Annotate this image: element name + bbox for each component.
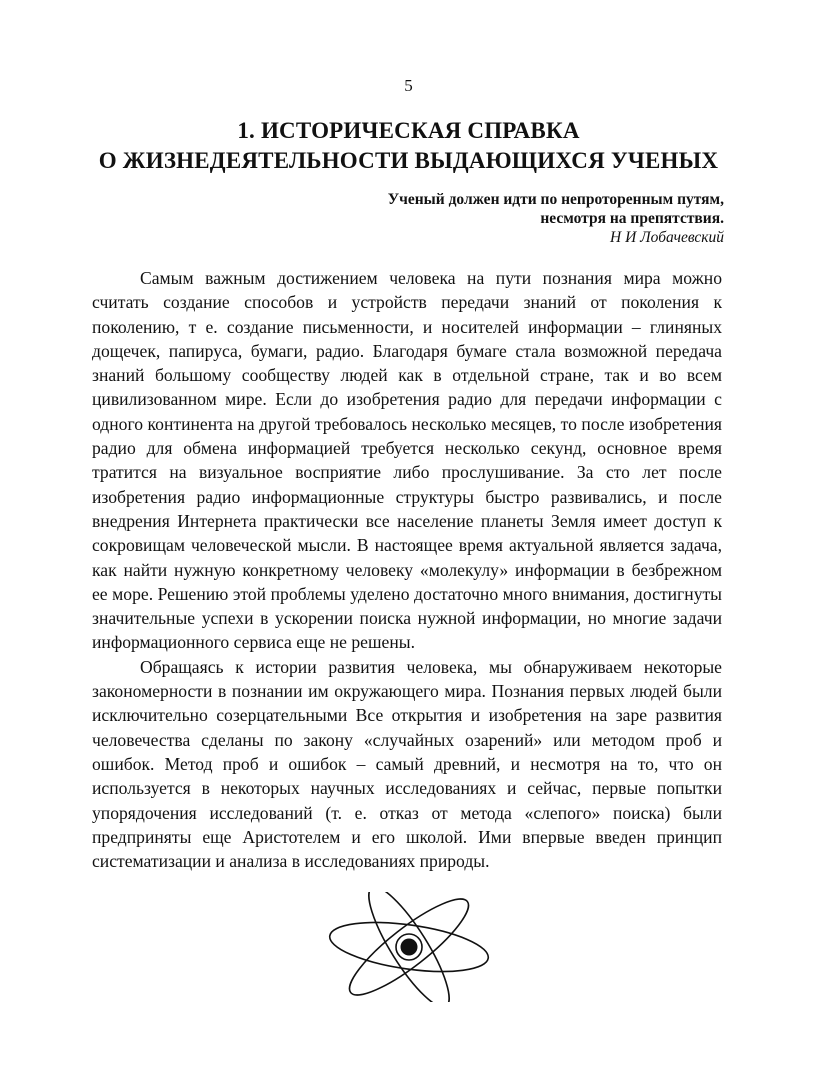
paragraph-1: Самым важным достижением человека на пути познания мира можно считать создание способов и устройств передачи знаний от поколения к поколению, т е. создание письменности, и носителей информации – глиняных дощечек, папируса, бумаги, радио. Благодаря бумаге стала возможной передача знаний большому сообществу людей как в отдельной стране, так и во всем цивилизованном мире. Если до изобретения радио для передачи информации с одного континента на другой требовалось несколько месяцев, то после изобретения радио для обмена информацией требуется несколько секунд, основное время тратится на визуальное восприятие либо прослушивание. За сто лет после изобретения радио информационные структуры быстро развивались, и после внедрения Интернета практически все население планеты Земля имеет доступ к сокровищам человеческой мысли. В настоящее время актуальной является задача, как найти нужную конкретному человеку «молекулу» информации в безбрежном ее море. Решению этой проблемы уделено достаточно много внимания, достигнуты значительные успехи в ускорении поиска нужной информации, но многие задачи информационного сервиса еще не решены. bbox=[92, 268, 722, 653]
atom-icon bbox=[324, 892, 494, 1002]
atom-nucleus bbox=[401, 939, 418, 956]
chapter-title bbox=[0, 116, 817, 176]
epigraph-author: Н И Лобачевский bbox=[610, 229, 724, 246]
chapter-title-line-1: 1. ИСТОРИЧЕСКАЯ СПРАВКА bbox=[237, 118, 580, 143]
chapter-title-line-2: О ЖИЗНЕДЕЯТЕЛЬНОСТИ ВЫДАЮЩИХСЯ УЧЕНЫХ bbox=[98, 148, 719, 173]
epigraph-line-1: Ученый должен идти по непроторенным путям, bbox=[387, 191, 724, 208]
paragraph-2: Обращаясь к истории развития человека, мы обнаруживаем некоторые закономерности в познании им окружающего мира. Познания первых людей были исключительно созерцательными Все открытия и изобретения на заре развития человечества сделаны по закону «случайных озарений» или методом проб и ошибок. Метод проб и ошибок – самый древний, и несмотря на то, что он используется в некоторых научных исследованиях и сейчас, первые попытки упорядочения исследований (т. е. отказ от метода «слепого» поиска) были предприняты еще Аристотелем и его школой. Ими впервые введен принцип систематизации и анализа в исследованиях природы. bbox=[92, 656, 722, 872]
epigraph bbox=[204, 190, 724, 247]
page-number: 5 bbox=[404, 76, 413, 95]
epigraph-line-2: несмотря на препятствия. bbox=[540, 210, 724, 227]
body-text bbox=[92, 266, 722, 873]
